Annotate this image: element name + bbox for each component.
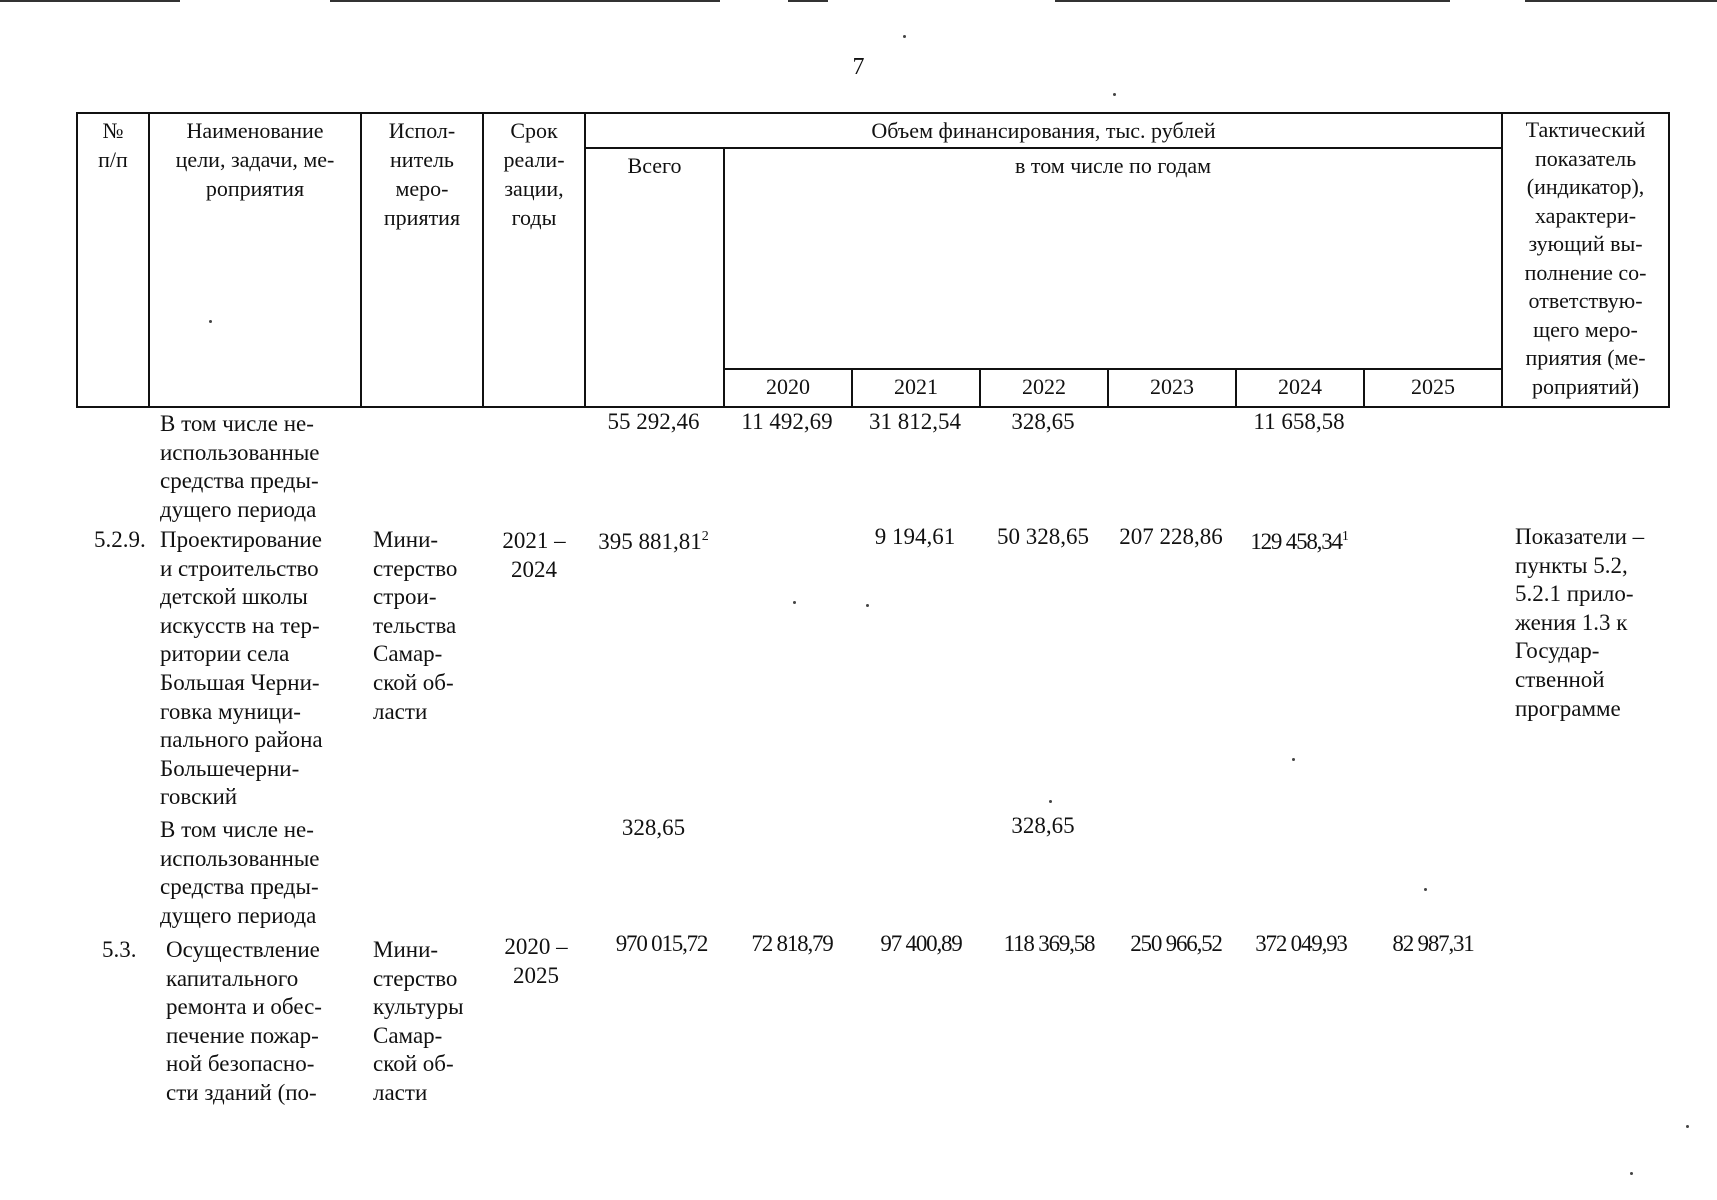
header-year-2022: 2022 (980, 369, 1108, 407)
header-number-text: № п/п (98, 118, 128, 172)
header-year-2021: 2021 (852, 369, 980, 407)
scan-speck (1113, 93, 1116, 96)
row-1-total (584, 523, 723, 556)
scan-speck (903, 35, 906, 38)
scan-speck (1292, 758, 1295, 761)
header-by-years: в том числе по годам (724, 148, 1502, 369)
row-0-year-2022: 328,65 (1011, 409, 1075, 434)
row-0-total (584, 408, 723, 436)
header-total: Всего (585, 148, 724, 407)
row-1-year-2022: 50 328,65 (997, 524, 1089, 549)
header-indicator-text: Тактический показатель (индикатор), характери- зующий вы- полнение со- ответствую- щего меро- приятия (ме- роприятий) (1524, 117, 1647, 399)
row-3-year-2023: 250 966,52 (1130, 931, 1222, 956)
header-executor (361, 113, 483, 407)
scan-edge-line (330, 0, 720, 2)
header-name-text: Наименование цели, задачи, ме- роприятия (175, 118, 335, 201)
row-1-number: 5.2.9. (94, 527, 146, 552)
row-1-year-2021: 9 194,61 (874, 524, 956, 549)
row-1-total-footnote: 2 (701, 529, 709, 544)
row-0-year-2021: 31 812,54 (869, 409, 961, 434)
scan-edge-line (788, 0, 828, 2)
scan-speck (1049, 800, 1052, 803)
header-period-text: Срок реали- зации, годы (503, 118, 565, 230)
scan-edge-line (1055, 0, 1450, 2)
row-3-name: Осуществление капитального ремонта и обес- печение пожар- ной безопасно- сти зданий (по- (166, 937, 322, 1105)
row-3-year-2020: 72 818,79 (751, 931, 833, 956)
row-1-year-2024-value: 129 458,34 (1250, 529, 1342, 554)
row-3-number: 5.3. (102, 937, 137, 962)
row-3-executor: Мини- стерство культуры Самар- ской об- ласти (373, 937, 464, 1105)
row-1-year-2024-footnote: 1 (1341, 529, 1348, 544)
row-0-year-2024: 11 658,58 (1253, 409, 1345, 434)
row-1-indicator: Показатели – пункты 5.2, 5.2.1 прило- жения 1.3 к Государ- ственной программе (1515, 524, 1645, 721)
row-2-total (584, 814, 723, 842)
scan-speck (1630, 1172, 1633, 1175)
header-year-2025: 2025 (1364, 369, 1502, 407)
row-3-period: 2020 – 2025 (504, 934, 568, 988)
header-year-2024: 2024 (1236, 369, 1364, 407)
header-year-2023: 2023 (1108, 369, 1236, 407)
row-3-total-value: 970 015,72 (615, 931, 708, 956)
row-3-year-2021: 97 400,89 (880, 931, 962, 956)
row-0-total-value: 55 292,46 (607, 409, 700, 434)
page-number: 7 (852, 54, 865, 80)
header-year-2020: 2020 (724, 369, 852, 407)
row-1-year-2024 (1235, 523, 1363, 556)
header-number (77, 113, 149, 407)
row-1-total-value: 395 881,81 (598, 529, 702, 554)
row-3-year-2024: 372 049,93 (1255, 931, 1347, 956)
row-1-period: 2021 – 2024 (502, 528, 566, 582)
row-1-year-2023: 207 228,86 (1119, 524, 1223, 549)
row-2-total-value: 328,65 (621, 815, 686, 840)
header-period (483, 113, 585, 407)
scan-speck (1686, 1125, 1689, 1128)
row-0-name: В том числе не- использованные средства преды- дущего периода (160, 411, 320, 522)
scan-edge-line (1525, 0, 1717, 2)
scan-edge-line (0, 0, 180, 2)
header-executor-text: Испол- нитель меро- приятия (383, 118, 461, 230)
row-3-total (592, 930, 731, 958)
row-2-year-2022: 328,65 (1011, 813, 1075, 838)
row-2-name: В том числе не- использованные средства преды- дущего периода (160, 817, 320, 928)
header-name (149, 113, 361, 407)
table-header (76, 112, 1670, 408)
row-1-executor: Мини- стерство строи- тельства Самар- ской об- ласти (373, 527, 458, 724)
scan-speck (793, 601, 796, 604)
row-3-year-2025: 82 987,31 (1392, 931, 1474, 956)
row-0-year-2020: 11 492,69 (741, 409, 833, 434)
header-funding: Объем финансирования, тыс. рублей (585, 113, 1502, 148)
scan-speck (866, 604, 869, 607)
scan-speck (1424, 888, 1427, 891)
header-indicator (1502, 113, 1669, 407)
row-1-name: Проектирование и строительство детской школы искусств на тер- ритории села Большая Черни- говка муници- пального района Большечерни- говский (160, 527, 323, 810)
row-3-year-2022: 118 369,58 (1003, 931, 1095, 956)
